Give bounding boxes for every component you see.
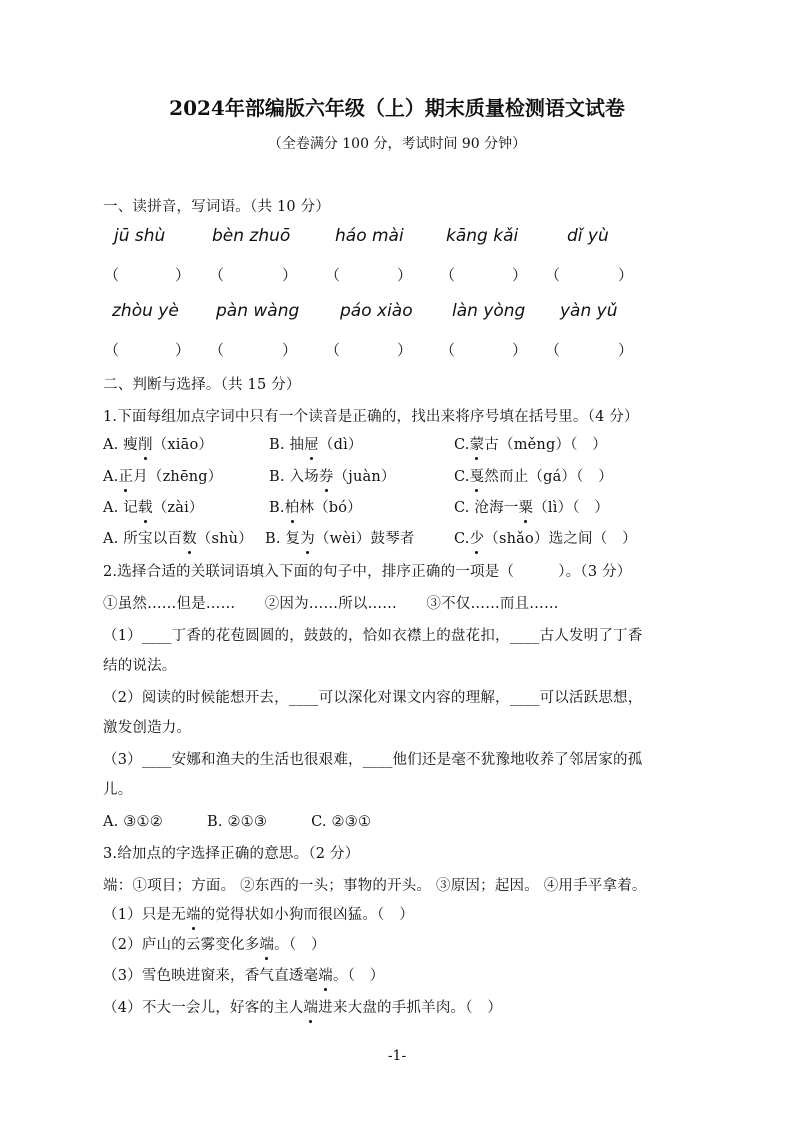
option-a: A. 所宝以百数（shù） [103,527,253,548]
option-c: C.蒙古（měng）（ ） [454,433,607,454]
blank-close: ） [175,341,191,359]
pinyin-item: dǐ yù [567,226,609,246]
section-1-heading: 一、读拼音，写词语。（共 10 分） [103,199,331,215]
blank-open: （ [104,266,120,284]
section-2-heading: 二、判断与选择。（共 15 分） [103,377,301,393]
page-number: -1- [387,1048,407,1064]
q2-sentence-3-cont: 儿。 [103,782,133,798]
pinyin-item: páo xiào [340,301,413,321]
q3-item-4: （4）不大一会儿，好客的主人端进来大盘的手抓羊肉。（ ） [103,996,502,1017]
blank-close: ） [512,266,528,284]
blank-open: （ [325,341,341,359]
option-a: A. 瘦削（xiāo） [103,433,213,454]
q2-sentence-1-cont: 结的说法。 [103,658,177,674]
blank-open: （ [209,266,225,284]
dotted-char: 戛 [470,465,485,486]
dotted-char: 蒙 [470,433,485,454]
blank-open: （ [209,341,225,359]
option-b: B.柏林（bó） [269,496,362,517]
q3-meanings: 端：①项目；方面。 ②东西的一头；事物的开头。 ③原因；起因。 ④用手平拿着。 [103,878,647,894]
blank-open: （ [104,341,120,359]
q2-sentence-2-cont: 激发创造力。 [103,720,192,736]
option-c: C.少（shǎo）选之间（ ） [454,527,637,548]
blank-close: ） [397,266,413,284]
option-b: B. 复为（wèi）鼓琴者 [265,527,415,548]
option-b: B. 抽屉（dì） [269,433,363,454]
q2-choices: A. ③①② B. ②①③ C. ②③① [103,814,372,830]
blank-open: （ [545,266,561,284]
dotted-char: 正 [118,465,133,486]
dotted-char: 削 [138,433,153,454]
dotted-char: 数 [182,527,197,548]
blank-open: （ [440,266,456,284]
dotted-char: 柏 [285,496,300,517]
dotted-char: 端 [304,996,319,1017]
question-3-stem: 3.给加点的字选择正确的意思。（2 分） [103,846,360,862]
pinyin-item: bèn zhuō [212,226,291,246]
blank-open: （ [440,341,456,359]
dotted-char: 少 [470,527,485,548]
blank-close: ） [618,341,634,359]
pinyin-item: zhòu yè [112,301,179,321]
blank-close: ） [397,341,413,359]
pinyin-item: kāng kǎi [446,226,519,246]
q2-sentence-3: （3）____安娜和渔夫的生活也很艰难，____他们还是毫不犹豫地收养了邻居家的孤 [103,752,643,768]
blank-open: （ [325,266,341,284]
q3-item-1: （1）只是无端的觉得状如小狗而很凶猛。（ ） [103,903,414,924]
dotted-char: 端 [259,933,274,954]
pinyin-item: háo mài [335,226,404,246]
dotted-char: 为 [300,527,315,548]
dotted-char: 粟 [519,496,534,517]
pinyin-item: pàn wàng [216,301,300,321]
blank-open: （ [545,341,561,359]
q2-sentence-1: （1）____丁香的花苞圆圆的，鼓鼓的，恰如衣襟上的盘花扣，____古人发明了丁香 [103,628,643,644]
blank-close: ） [175,266,191,284]
option-c: C.戛然而止（gá）（ ） [454,465,613,486]
q3-item-2: （2）庐山的云雾变化多端。（ ） [103,933,326,954]
pinyin-item: yàn yǔ [560,301,618,321]
option-c: C. 沧海一粟（lì）（ ） [454,496,609,517]
dotted-char: 端 [186,903,201,924]
option-a: A. 记载（zài） [103,496,204,517]
dotted-char: 券 [319,465,334,486]
question-1-stem: 1.下面每组加点字词中只有一个读音是正确的，找出来将序号填在括号里。（4 分） [103,409,639,425]
q3-item-3: （3）雪色映进窗来，香气直透毫端。（ ） [103,964,385,985]
option-a: A.正月（zhēng） [103,465,222,486]
dotted-char: 端 [318,964,333,985]
page-title: 2024年部编版六年级（上）期末质量检测语文试卷 [169,96,625,120]
blank-close: ） [618,266,634,284]
blank-close: ） [282,266,298,284]
pinyin-item: làn yòng [452,301,526,321]
pinyin-item: jū shù [114,226,166,246]
option-b: B. 入场券（juàn） [269,465,396,486]
exam-subtitle: （全卷满分 100 分，考试时间 90 分钟） [267,136,527,152]
question-2-options: ①虽然……但是…… ②因为……所以…… ③不仅……而且…… [103,596,559,612]
blank-close: ） [282,341,298,359]
blank-close: ） [512,341,528,359]
dotted-char: 载 [138,496,153,517]
dotted-char: 屉 [304,433,319,454]
question-2-stem: 2.选择合适的关联词语填入下面的句子中，排序正确的一项是（ ）。（3 分） [103,564,632,580]
q2-sentence-2: （2）阅读的时候能想开去，____可以深化对课文内容的理解，____可以活跃思想， [103,690,643,706]
